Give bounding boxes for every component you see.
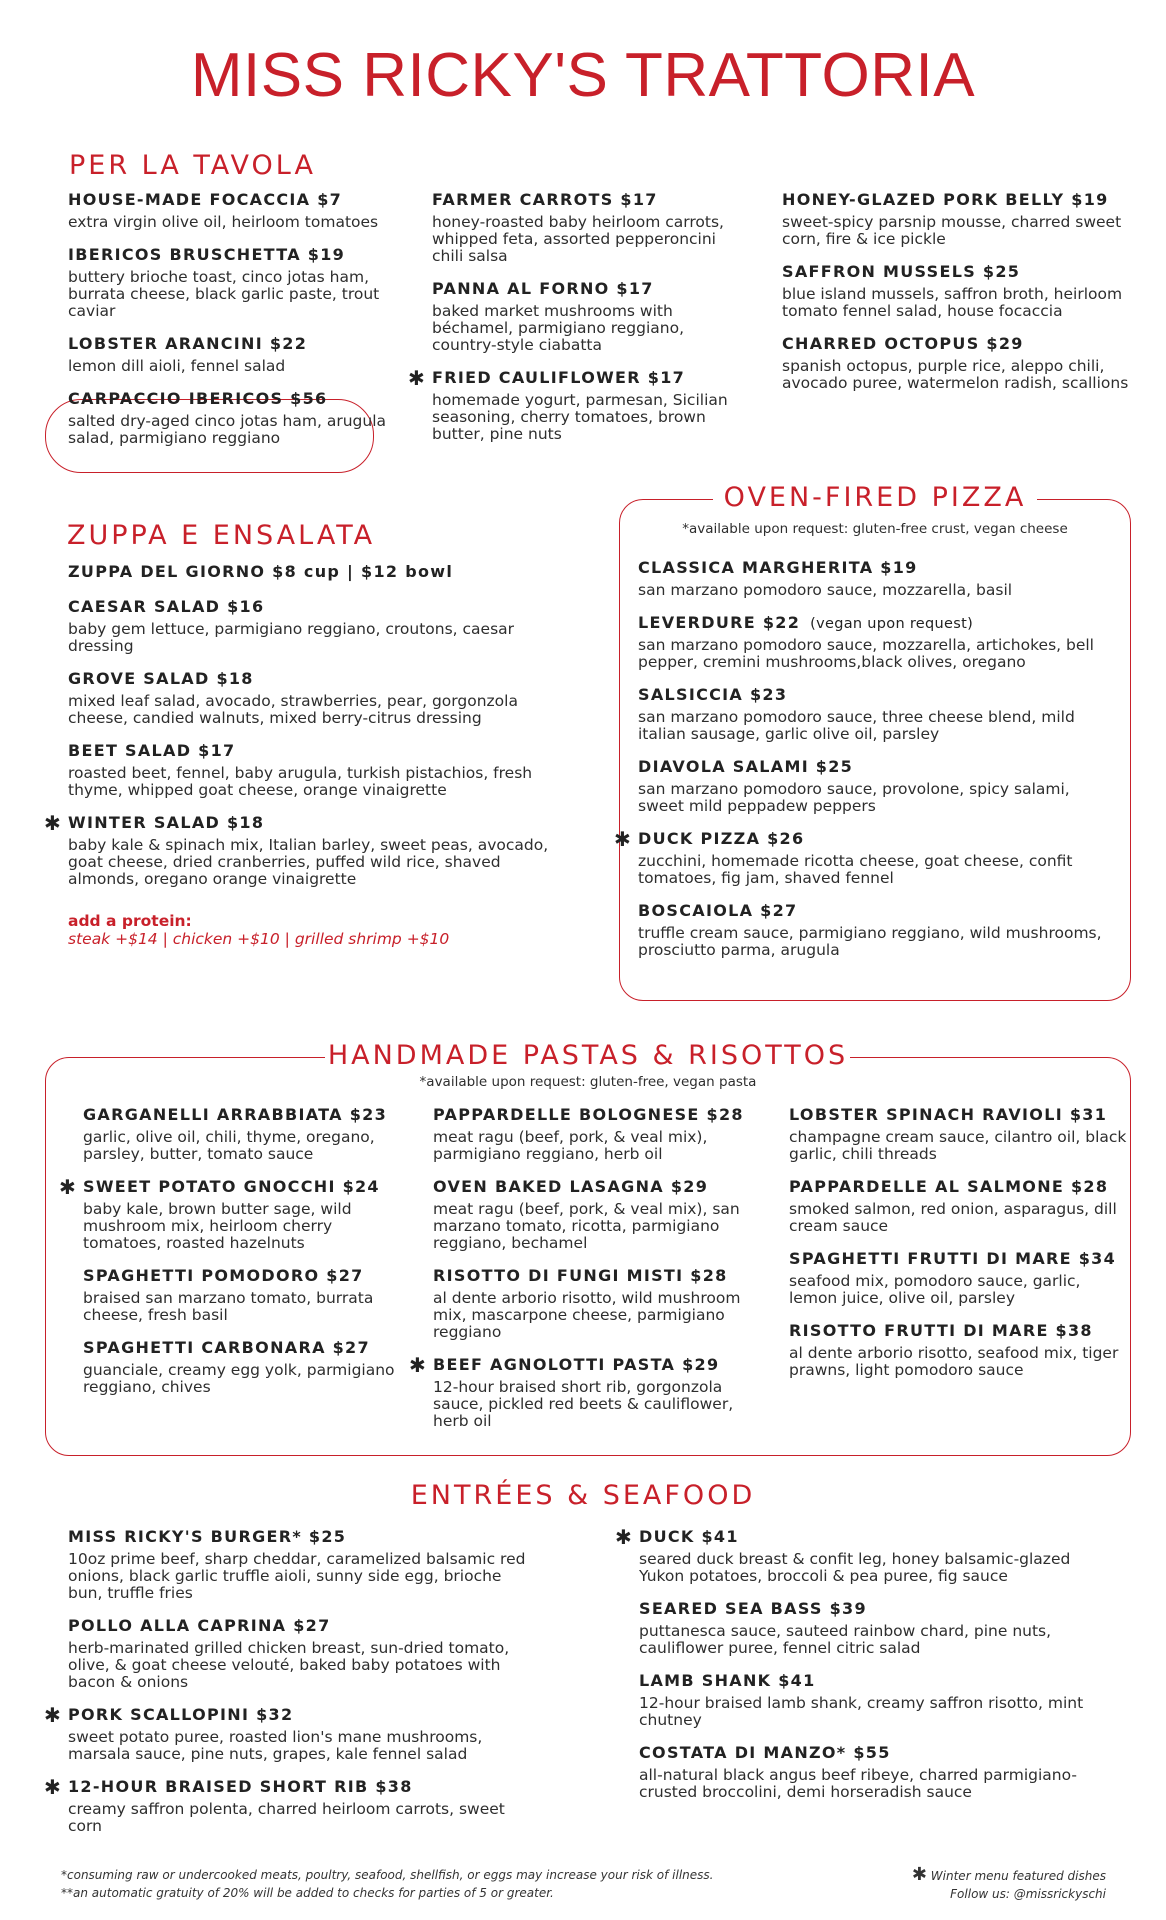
menu-item-name-text: CAESAR SALAD $16 — [68, 597, 265, 616]
menu-item-name — [83, 1177, 413, 1196]
menu-item-name — [68, 562, 568, 581]
menu-item — [782, 334, 1152, 392]
menu-item-description: spanish octopus, purple rice, aleppo chili, avocado puree, watermelon radish, scallions — [782, 357, 1129, 392]
menu-item-name — [782, 262, 1152, 281]
star-legend-icon: ✱ — [911, 1864, 927, 1885]
menu-item-name — [68, 813, 568, 832]
menu-item — [638, 757, 1118, 815]
menu-item-name — [68, 669, 568, 688]
menu-item-name — [68, 245, 398, 264]
menu-item-name-text: PAPPARDELLE AL SALMONE $28 — [789, 1177, 1109, 1196]
menu-item-name — [83, 1105, 413, 1124]
menu-item-name — [68, 1777, 528, 1796]
menu-item-name — [68, 597, 568, 616]
menu-item-name-text: SAFFRON MUSSELS $25 — [782, 262, 1021, 281]
menu-item-description: zucchini, homemade ricotta cheese, goat cheese, confit tomatoes, fig jam, shaved fennel — [638, 852, 1073, 887]
menu-item-description: smoked salmon, red onion, asparagus, dill cream sauce — [789, 1200, 1117, 1235]
menu-item — [68, 741, 568, 799]
menu-item-description: sweet-spicy parsnip mousse, charred sweet corn, fire & ice pickle — [782, 213, 1122, 248]
winter-featured-star-icon: ✱ — [614, 827, 631, 851]
menu-item — [83, 1105, 413, 1163]
pasta-col3 — [789, 1105, 1129, 1393]
menu-item — [83, 1266, 413, 1324]
menu-item-name-text: HOUSE-MADE FOCACCIA $7 — [68, 190, 343, 209]
menu-item — [408, 366, 752, 443]
menu-item-name-text: PANNA AL FORNO $17 — [432, 279, 654, 298]
follow-us: Follow us: @missrickyschi — [950, 1887, 1106, 1901]
menu-item-name — [68, 1527, 528, 1546]
menu-item — [789, 1249, 1129, 1307]
menu-item — [68, 1616, 528, 1691]
menu-item-description: all-natural black angus beef ribeye, charred parmigiano-crusted broccolini, demi horseradish sauce — [639, 1766, 1077, 1801]
menu-item-name-text: OVEN BAKED LASAGNA $29 — [433, 1177, 709, 1196]
menu-item-name-text: FARMER CARROTS $17 — [432, 190, 658, 209]
menu-item — [409, 1353, 763, 1430]
menu-item-name — [68, 389, 398, 408]
menu-item-name-text: CHARRED OCTOPUS $29 — [782, 334, 1024, 353]
section-title-entrees: ENTRÉES & SEAFOOD — [410, 1480, 756, 1511]
menu-item-name-text: WINTER SALAD $18 — [68, 813, 265, 832]
menu-item-description: champagne cream sauce, cilantro oil, black garlic, chili threads — [789, 1128, 1127, 1163]
menu-item-name — [782, 334, 1152, 353]
menu-item-description: 12-hour braised lamb shank, creamy saffron risotto, mint chutney — [639, 1694, 1084, 1729]
menu-item-description: san marzano pomodoro sauce, provolone, spicy salami, sweet mild peppadew peppers — [638, 780, 1070, 815]
footer-notes — [61, 1866, 781, 1902]
menu-item-description: salted dry-aged cinco jotas ham, arugula salad, parmigiano reggiano — [68, 412, 386, 447]
menu-item — [68, 190, 398, 231]
section-title-pasta: HANDMADE PASTAS & RISOTTOS — [327, 1040, 849, 1071]
menu-item-description: homemade yogurt, parmesan, Sicilian seasoning, cherry tomatoes, brown butter, pine nuts — [432, 391, 728, 443]
pizza-list — [614, 558, 1118, 973]
winter-featured-star-icon: ✱ — [615, 1525, 632, 1549]
menu-item-description: herb-marinated grilled chicken breast, sun-dried tomato, olive, & goat cheese velouté, baked baby potatoes with bacon & onions — [68, 1639, 510, 1691]
menu-item — [638, 558, 1118, 599]
menu-item — [433, 1177, 763, 1252]
menu-item — [614, 827, 1118, 887]
menu-item — [638, 613, 1118, 671]
zuppa-list — [44, 562, 568, 902]
menu-item-name-text: PAPPARDELLE BOLOGNESE $28 — [433, 1105, 744, 1124]
menu-item-description: guanciale, creamy egg yolk, parmigiano reggiano, chives — [83, 1361, 395, 1396]
menu-item — [83, 1338, 413, 1396]
menu-item-name — [68, 334, 398, 353]
menu-item — [782, 190, 1152, 248]
menu-item-name — [638, 901, 1118, 920]
menu-item-name — [782, 190, 1152, 209]
menu-item-description: creamy saffron polenta, charred heirloom carrots, sweet corn — [68, 1800, 505, 1835]
pasta-col1 — [59, 1105, 413, 1410]
menu-item-name-text: DIAVOLA SALAMI $25 — [638, 757, 854, 776]
menu-item — [789, 1177, 1129, 1235]
menu-item-description: lemon dill aioli, fennel salad — [68, 357, 286, 375]
menu-item-name-text: LAMB SHANK $41 — [639, 1671, 816, 1690]
menu-item — [432, 190, 752, 265]
menu-item-name-text: BEEF AGNOLOTTI PASTA $29 — [433, 1355, 720, 1374]
menu-item-name-text: SPAGHETTI CARBONARA $27 — [83, 1338, 370, 1357]
menu-item-name-text: SALSICCIA $23 — [638, 685, 788, 704]
menu-item-description: san marzano pomodoro sauce, three cheese blend, mild italian sausage, garlic olive oil, parsley — [638, 708, 1075, 743]
menu-item — [44, 811, 568, 888]
menu-item-name — [433, 1355, 763, 1374]
menu-item-name-text: CLASSICA MARGHERITA $19 — [638, 558, 918, 577]
menu-item-name — [638, 558, 1118, 577]
menu-item — [639, 1743, 1119, 1801]
menu-item-name — [638, 613, 1118, 632]
menu-item-description: 12-hour braised short rib, gorgonzola sauce, pickled red beets & cauliflower, herb oil — [433, 1378, 734, 1430]
menu-item-name — [432, 190, 752, 209]
menu-item-name-text: LEVERDURE $22 — [638, 613, 801, 632]
menu-item-name-text: HONEY-GLAZED PORK BELLY $19 — [782, 190, 1109, 209]
section-title-per-la-tavola: PER LA TAVOLA — [69, 150, 316, 181]
menu-item-description: extra virgin olive oil, heirloom tomatoes — [68, 213, 379, 231]
menu-item — [639, 1671, 1119, 1729]
winter-featured-star-icon: ✱ — [44, 1775, 61, 1799]
menu-item-name — [68, 1705, 528, 1724]
menu-item-name-text: PORK SCALLOPINI $32 — [68, 1705, 294, 1724]
menu-item-name-text: LOBSTER SPINACH RAVIOLI $31 — [789, 1105, 1108, 1124]
menu-item-description: san marzano pomodoro sauce, mozzarella, artichokes, bell pepper, cremini mushrooms,black olives, oregano — [638, 636, 1094, 671]
menu-item-description: seared duck breast & confit leg, honey balsamic-glazed Yukon potatoes, broccoli & pea puree, fig sauce — [639, 1550, 1071, 1585]
menu-item-name — [638, 829, 1118, 848]
menu-item-name-text: COSTATA DI MANZO* $55 — [639, 1743, 891, 1762]
menu-item — [433, 1105, 763, 1163]
menu-item-name — [68, 1616, 528, 1635]
menu-item-name — [68, 741, 568, 760]
raw-food-warning: *consuming raw or undercooked meats, poultry, seafood, shellfish, or eggs may increase your risk of illness. — [61, 1868, 714, 1882]
winter-featured-star-icon: ✱ — [408, 366, 425, 390]
menu-item-name-text: SEARED SEA BASS $39 — [639, 1599, 867, 1618]
menu-item-name-text: DUCK PIZZA $26 — [638, 829, 805, 848]
menu-item-description: mixed leaf salad, avocado, strawberries, pear, gorgonzola cheese, candied walnuts, mixed berry-citrus dressing — [68, 692, 518, 727]
menu-item — [782, 262, 1152, 320]
menu-item-description: baby gem lettuce, parmigiano reggiano, croutons, caesar dressing — [68, 620, 515, 655]
add-protein-label: add a protein: — [68, 912, 192, 930]
menu-item-name — [432, 279, 752, 298]
menu-item — [432, 279, 752, 354]
restaurant-title: MISS RICKY'S TRATTORIA — [190, 41, 976, 110]
menu-item — [68, 669, 568, 727]
entrees-col2 — [615, 1525, 1119, 1815]
menu-item-description: buttery brioche toast, cinco jotas ham, burrata cheese, black garlic paste, trout caviar — [68, 268, 380, 320]
pasta-note: *available upon request: gluten-free, vegan pasta — [419, 1074, 757, 1090]
add-protein-options: steak +$14 | chicken +$10 | grilled shrimp +$10 — [68, 930, 450, 948]
menu-item-name-text: 12-HOUR BRAISED SHORT RIB $38 — [68, 1777, 413, 1796]
gratuity-note: **an automatic gratuity of 20% will be added to checks for parties of 5 or greater. — [61, 1886, 554, 1900]
menu-item-name-text: RISOTTO FRUTTI DI MARE $38 — [789, 1321, 1093, 1340]
menu-item-name — [789, 1177, 1129, 1196]
menu-item-name — [639, 1671, 1119, 1690]
menu-item-name-text: BEET SALAD $17 — [68, 741, 236, 760]
menu-item — [68, 389, 398, 447]
menu-item-description: baby kale, brown butter sage, wild mushroom mix, heirloom cherry tomatoes, roasted hazelnuts — [83, 1200, 352, 1252]
menu-item-name-text: DUCK $41 — [639, 1527, 739, 1546]
menu-item-name — [789, 1105, 1129, 1124]
menu-item-name — [68, 190, 398, 209]
menu-item — [44, 1775, 528, 1835]
menu-item-name-text: SPAGHETTI POMODORO $27 — [83, 1266, 364, 1285]
menu-item-name-text: LOBSTER ARANCINI $22 — [68, 334, 308, 353]
menu-item — [68, 597, 568, 655]
menu-item-name-text: FRIED CAULIFLOWER $17 — [432, 368, 686, 387]
menu-item-name-text: ZUPPA DEL GIORNO $8 cup | $12 bowl — [68, 562, 454, 581]
menu-item-name-text: SPAGHETTI FRUTTI DI MARE $34 — [789, 1249, 1117, 1268]
entrees-col1 — [44, 1527, 528, 1849]
menu-item-name — [433, 1177, 763, 1196]
menu-item-name — [638, 757, 1118, 776]
menu-item-name-text: IBERICOS BRUSCHETTA $19 — [68, 245, 346, 264]
menu-item-note: (vegan upon request) — [810, 616, 974, 632]
menu-item — [638, 901, 1118, 959]
menu-item-name — [639, 1527, 1119, 1546]
menu-item-description: puttanesca sauce, sauteed rainbow chard, pine nuts, cauliflower puree, fennel citric salad — [639, 1622, 1052, 1657]
menu-item — [59, 1175, 413, 1252]
menu-item-description: 10oz prime beef, sharp cheddar, caramelized balsamic red onions, black garlic truffle aioli, sunny side egg, brioche bun, truffle fries — [68, 1550, 526, 1602]
menu-item-name-text: BOSCAIOLA $27 — [638, 901, 798, 920]
menu-item-description: san marzano pomodoro sauce, mozzarella, basil — [638, 581, 1013, 599]
menu-item-description: garlic, olive oil, chili, thyme, oregano, parsley, butter, tomato sauce — [83, 1128, 375, 1163]
pasta-col2 — [409, 1105, 763, 1444]
per-la-tavola-col3 — [782, 190, 1152, 406]
menu-item-description: al dente arborio risotto, seafood mix, tiger prawns, light pomodoro sauce — [789, 1344, 1119, 1379]
menu-item-description: sweet potato puree, roasted lion's mane mushrooms, marsala sauce, pine nuts, grapes, kale fennel salad — [68, 1728, 483, 1763]
menu-item — [433, 1266, 763, 1341]
menu-item — [68, 334, 398, 375]
menu-item-description: roasted beet, fennel, baby arugula, turkish pistachios, fresh thyme, whipped goat cheese, orange vinaigrette — [68, 764, 533, 799]
menu-item-description: blue island mussels, saffron broth, heirloom tomato fennel salad, house focaccia — [782, 285, 1123, 320]
menu-item-description: braised san marzano tomato, burrata cheese, fresh basil — [83, 1289, 374, 1324]
menu-item — [789, 1321, 1129, 1379]
menu-item-description: al dente arborio risotto, wild mushroom mix, mascarpone cheese, parmigiano reggiano — [433, 1289, 741, 1341]
menu-item-description: baby kale & spinach mix, Italian barley, sweet peas, avocado, goat cheese, dried cranberries, puffed wild rice, shaved almonds, oregano orange vinaigrette — [68, 836, 549, 888]
legend-line — [880, 1866, 1106, 1885]
menu-item-name — [789, 1249, 1129, 1268]
menu-item-name — [638, 685, 1118, 704]
menu-item — [44, 1703, 528, 1763]
winter-featured-star-icon: ✱ — [59, 1175, 76, 1199]
menu-item-name-text: GARGANELLI ARRABBIATA $23 — [83, 1105, 387, 1124]
winter-featured-star-icon: ✱ — [44, 1703, 61, 1727]
menu-item-name — [433, 1266, 763, 1285]
menu-item — [615, 1525, 1119, 1585]
menu-item-name-text: GROVE SALAD $18 — [68, 669, 254, 688]
menu-item-name — [83, 1266, 413, 1285]
menu-item — [68, 562, 568, 581]
menu-item-description: meat ragu (beef, pork, & veal mix), san marzano tomato, ricotta, parmigiano reggiano, bechamel — [433, 1200, 740, 1252]
footer-right — [880, 1866, 1106, 1903]
menu-item-name-text: POLLO ALLA CAPRINA $27 — [68, 1616, 331, 1635]
menu-item-name — [83, 1338, 413, 1357]
menu-item-name — [432, 368, 752, 387]
menu-item-description: baked market mushrooms with béchamel, parmigiano reggiano, country-style ciabatta — [432, 302, 685, 354]
menu-item — [68, 245, 398, 320]
pizza-note: *available upon request: gluten-free crust, vegan cheese — [682, 521, 1068, 537]
menu-item-description: seafood mix, pomodoro sauce, garlic, lemon juice, olive oil, parsley — [789, 1272, 1081, 1307]
per-la-tavola-col1 — [68, 190, 398, 461]
menu-item-name-text: RISOTTO DI FUNGI MISTI $28 — [433, 1266, 728, 1285]
legend-text: Winter menu featured dishes — [930, 1869, 1106, 1883]
menu-item — [68, 1527, 528, 1602]
menu-item — [639, 1599, 1119, 1657]
menu-item — [638, 685, 1118, 743]
menu-item-name — [433, 1105, 763, 1124]
menu-item-description: truffle cream sauce, parmigiano reggiano, wild mushrooms, prosciutto parma, arugula — [638, 924, 1102, 959]
menu-item-name-text: SWEET POTATO GNOCCHI $24 — [83, 1177, 380, 1196]
section-title-pizza: OVEN-FIRED PIZZA — [723, 482, 1027, 513]
menu-item-name-text: CARPACCIO IBERICOS $56 — [68, 389, 328, 408]
menu-item-name — [639, 1743, 1119, 1762]
menu-item-description: meat ragu (beef, pork, & veal mix), parmigiano reggiano, herb oil — [433, 1128, 708, 1163]
winter-featured-star-icon: ✱ — [409, 1353, 426, 1377]
menu-item-name — [789, 1321, 1129, 1340]
winter-featured-star-icon: ✱ — [44, 811, 61, 835]
menu-item — [789, 1105, 1129, 1163]
section-title-zuppa: ZUPPA E ENSALATA — [67, 520, 376, 551]
add-protein-block — [68, 912, 568, 948]
menu-item-description: honey-roasted baby heirloom carrots, whipped feta, assorted pepperoncini chili salsa — [432, 213, 724, 265]
menu-item-name-text: MISS RICKY'S BURGER* $25 — [68, 1527, 347, 1546]
menu-item-name — [639, 1599, 1119, 1618]
per-la-tavola-col2 — [408, 190, 752, 457]
